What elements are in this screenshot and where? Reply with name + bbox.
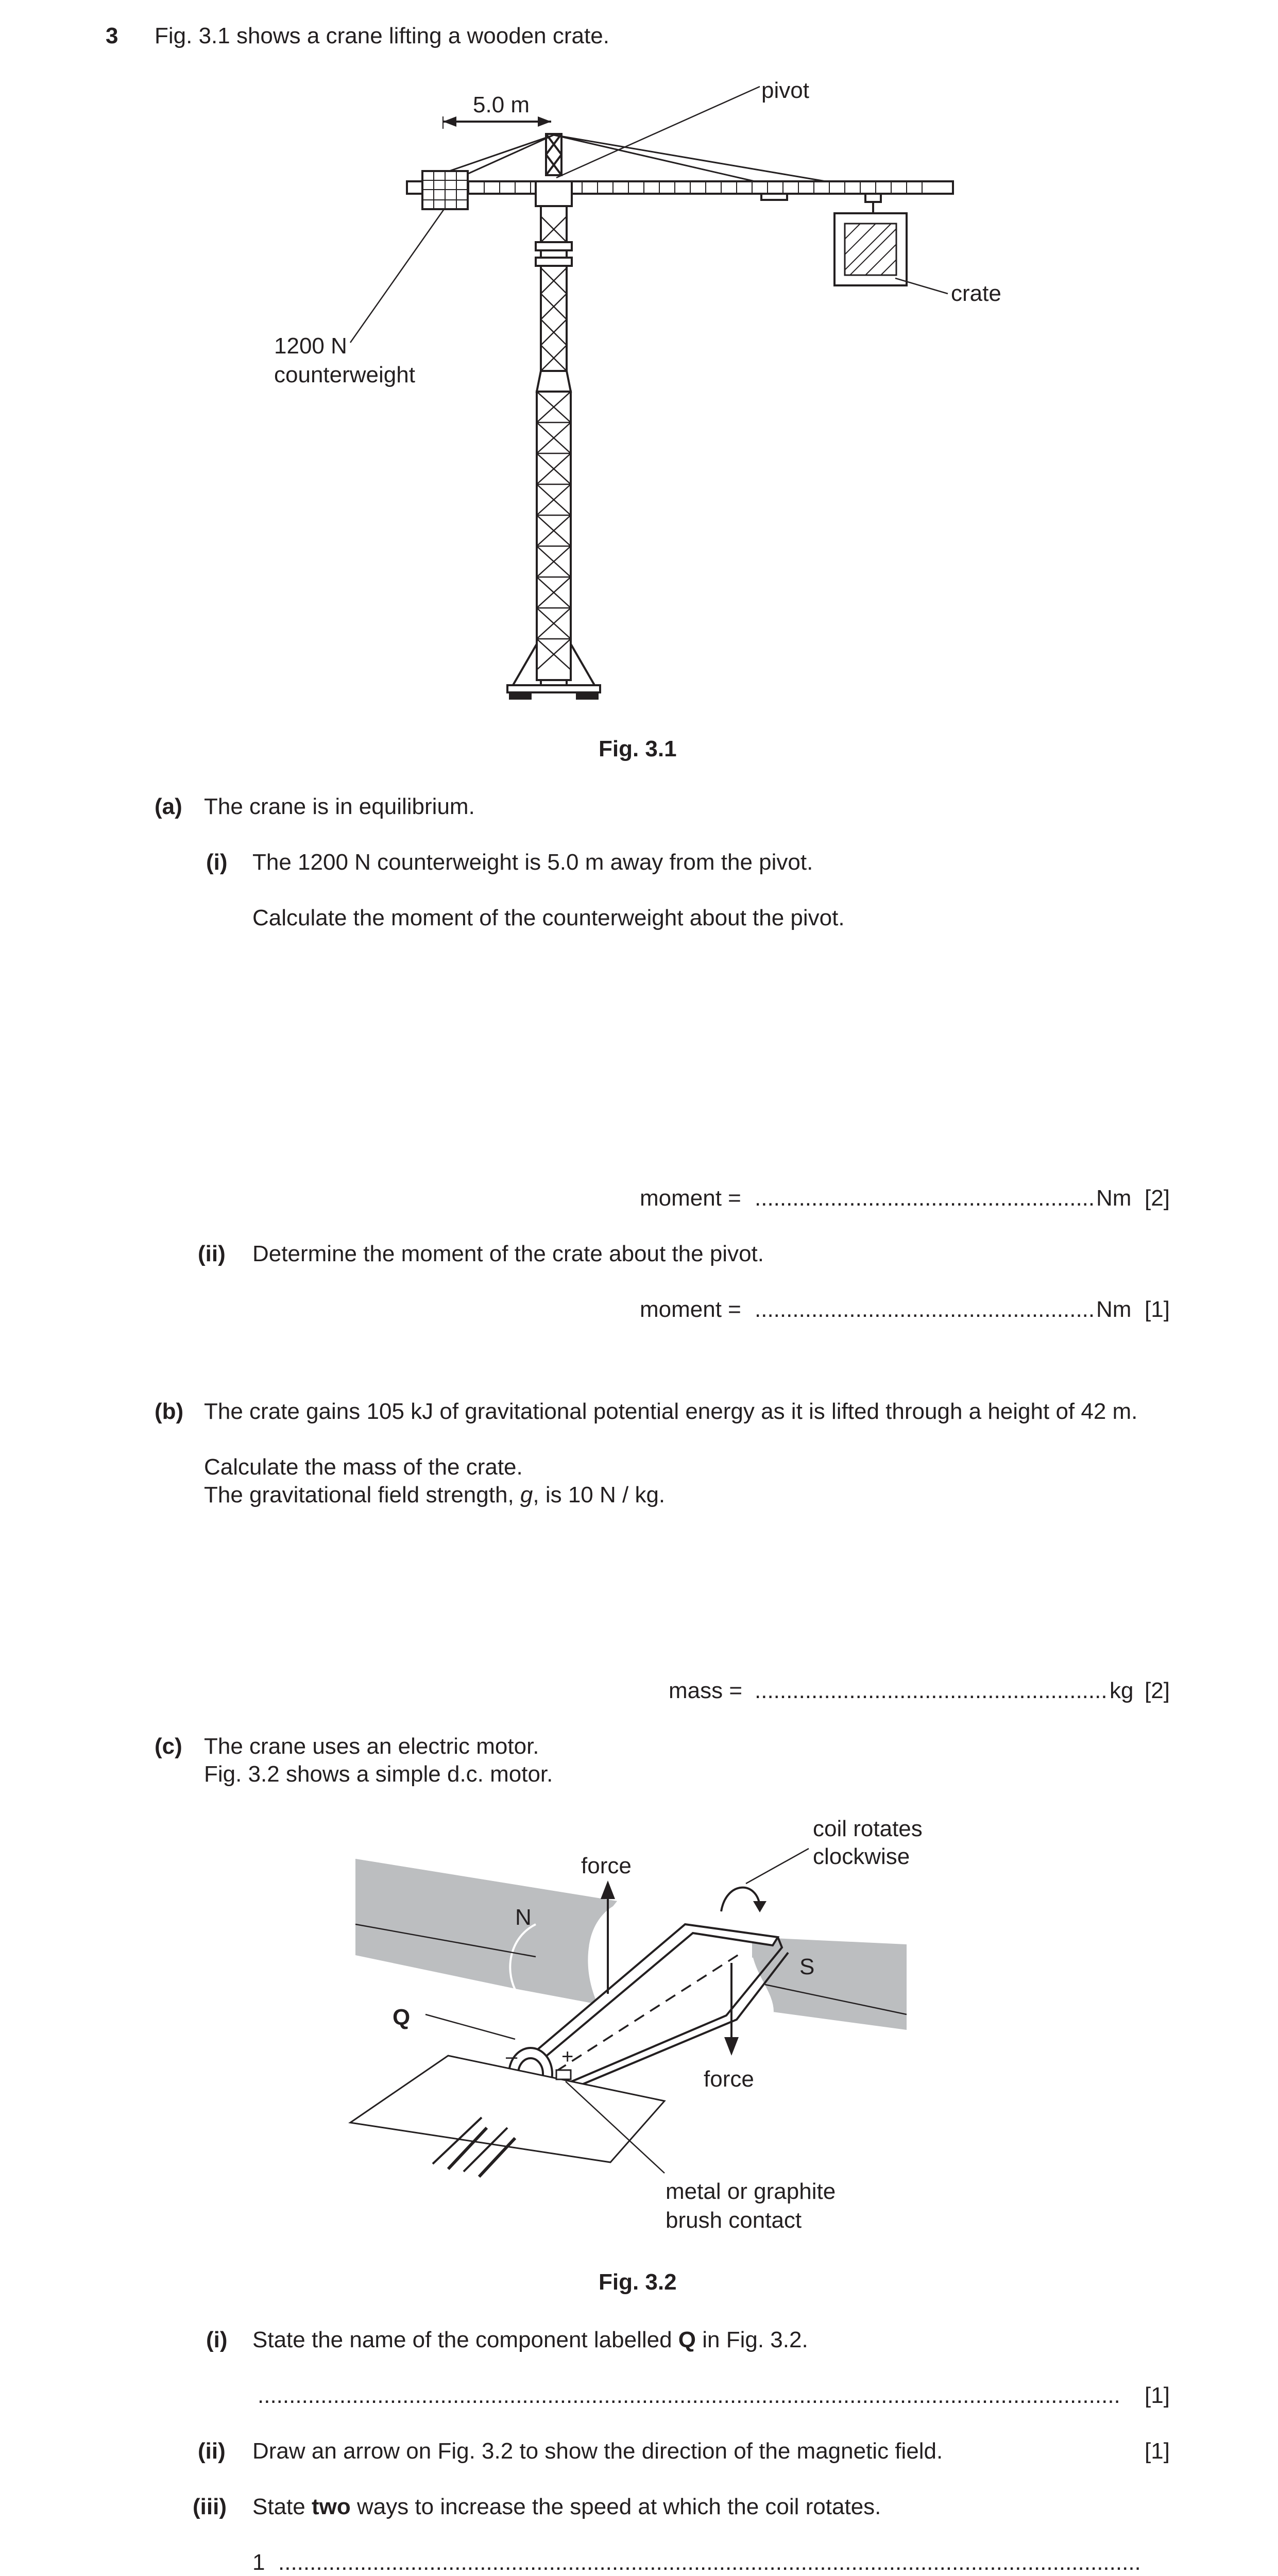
rotation-arrow <box>721 1888 760 1911</box>
part-c-i-text: State the name of the component labelled Q in Fig. 3.2. <box>252 2327 808 2352</box>
fig1-caption: Fig. 3.1 <box>599 736 677 761</box>
moment-prefix: moment = <box>640 1185 741 1211</box>
part-a-ii-line1: Determine the moment of the crate about the pivot. <box>252 1241 764 1266</box>
two-bold: two <box>311 2494 351 2519</box>
force-bottom-label: force <box>704 2066 754 2092</box>
part-a-ii-label: (ii) <box>198 1241 226 1266</box>
moment-answer-line[interactable]: ...................................................... <box>755 1185 1095 1211</box>
question-number: 3 <box>106 23 118 48</box>
part-b-line2: Calculate the mass of the crate. <box>204 1454 523 1480</box>
component-answer-line[interactable]: ......................................................................................................................................... <box>258 2383 1120 2408</box>
part-b-line3: The gravitational field strength, g, is 10 N / kg. <box>204 1482 666 1507</box>
brush-label-2: brush contact <box>666 2208 802 2233</box>
moment2-answer-line[interactable]: ...................................................... <box>755 1297 1095 1322</box>
part-c-iii-label: (iii) <box>193 2494 227 2519</box>
component-marks: [1] <box>1145 2383 1170 2408</box>
mass-prefix: mass = <box>669 1678 743 1703</box>
q-label: Q <box>393 2005 411 2030</box>
part-c-line2: Fig. 3.2 shows a simple d.c. motor. <box>204 1761 553 1787</box>
answer-1-number: 1 <box>252 2550 265 2575</box>
field-marks: [1] <box>1145 2438 1170 2464</box>
force-top-label: force <box>581 1853 632 1878</box>
part-b-label: (b) <box>155 1399 184 1424</box>
part-b-line1: The crate gains 105 kJ of gravitational potential energy as it is lifted through a height of 42 m. <box>204 1399 1138 1424</box>
part-a-i-line1: The 1200 N counterweight is 5.0 m away from the pivot. <box>252 850 813 875</box>
coil-label-2: clockwise <box>813 1844 910 1869</box>
dimension-label: 5.0 m <box>473 92 530 117</box>
crate-label: crate <box>951 281 1001 306</box>
q-bold: Q <box>678 2327 696 2352</box>
answer-1-line[interactable]: ......................................................................................................................................... <box>278 2550 1141 2575</box>
part-a-i-label: (i) <box>206 850 228 875</box>
part-c-i-label: (i) <box>206 2327 228 2352</box>
minus-sign: – <box>506 2045 518 2068</box>
south-magnet <box>752 1937 907 2030</box>
part-c-ii-label: (ii) <box>198 2438 226 2464</box>
part-c-iii-text: State two ways to increase the speed at which the coil rotates. <box>252 2494 881 2519</box>
moment2-prefix: moment = <box>640 1297 741 1322</box>
fig2-caption: Fig. 3.2 <box>599 2269 677 2295</box>
mass-marks: [2] <box>1145 1678 1170 1703</box>
moment2-unit: Nm <box>1096 1297 1132 1322</box>
counterweight-label: counterweight <box>274 362 415 387</box>
mass-unit: kg <box>1110 1678 1134 1703</box>
coil-label-1: coil rotates <box>813 1816 923 1841</box>
part-c-label: (c) <box>155 1734 182 1759</box>
north-label: N <box>515 1905 532 1930</box>
mass-answer-line[interactable]: ........................................................ <box>755 1678 1107 1703</box>
plus-sign: + <box>561 2045 574 2068</box>
part-c-line1: The crane uses an electric motor. <box>204 1734 539 1759</box>
south-label: S <box>799 1954 815 1979</box>
weight-label: 1200 N <box>274 333 347 359</box>
question-intro: Fig. 3.1 shows a crane lifting a wooden crate. <box>155 23 609 48</box>
brush <box>556 2070 571 2079</box>
part-a-label: (a) <box>155 794 182 819</box>
pivot-label: pivot <box>761 78 809 103</box>
part-c-ii-text: Draw an arrow on Fig. 3.2 to show the direction of the magnetic field. <box>252 2438 943 2464</box>
part-a-i-line2: Calculate the moment of the counterweight about the pivot. <box>252 905 845 930</box>
part-a-stem: The crane is in equilibrium. <box>204 794 475 819</box>
moment2-marks: [1] <box>1145 1297 1170 1322</box>
brush-label-1: metal or graphite <box>666 2179 836 2204</box>
moment-unit: Nm <box>1096 1185 1132 1211</box>
moment-marks: [2] <box>1145 1185 1170 1211</box>
g-symbol: g <box>520 1482 533 1507</box>
